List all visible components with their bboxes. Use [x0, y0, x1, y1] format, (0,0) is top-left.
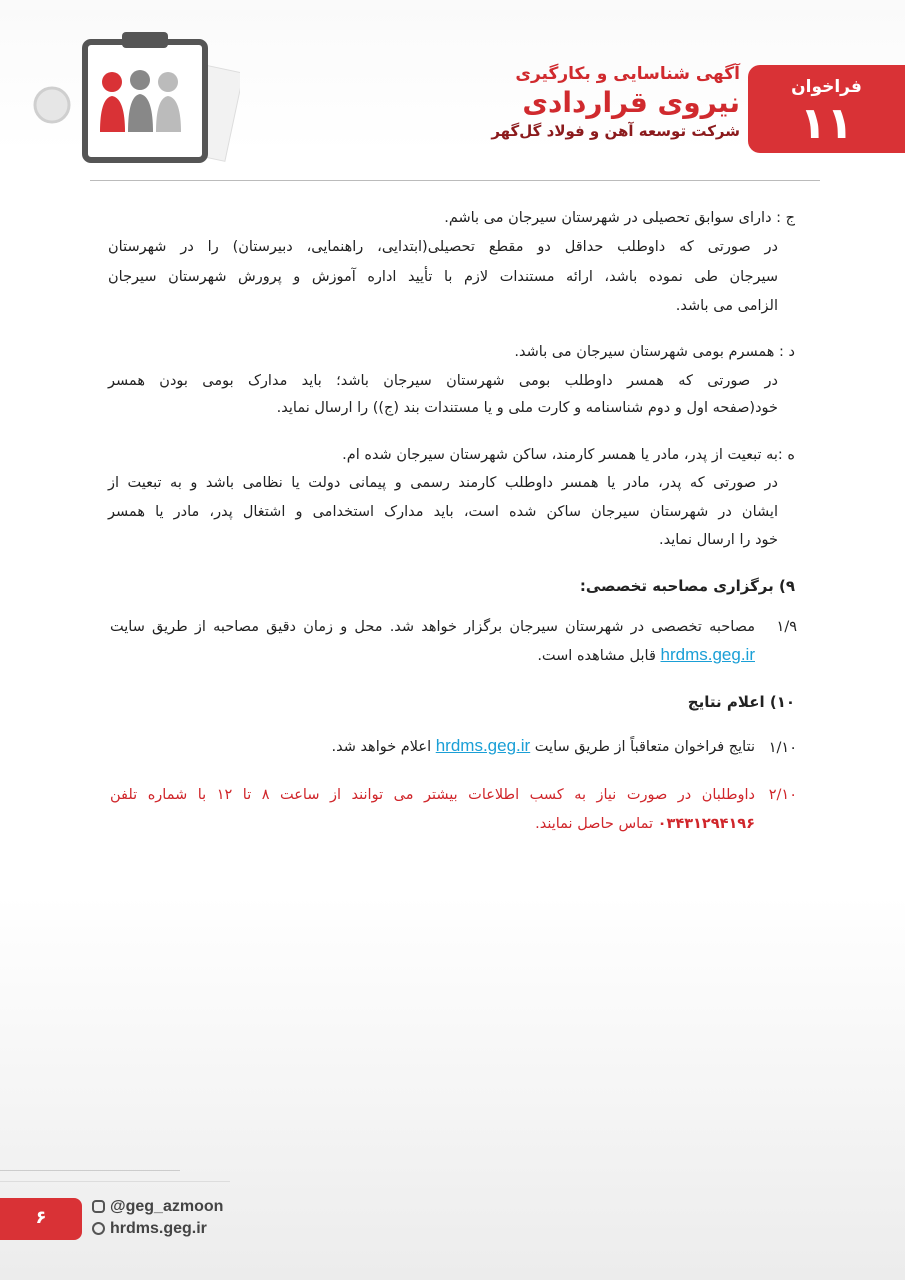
phone-number: ۰۳۴۳۱۲۹۴۱۹۶ [657, 816, 755, 832]
clause-j-line: الزامی می باشد. [675, 298, 778, 314]
call-label: فراخوان [791, 77, 862, 97]
item-9-1-line: مصاحبه تخصصی در شهرستان سیرجان برگزار خواهد شد. محل و زمان دقیق مصاحبه از طریق سایت [110, 619, 755, 635]
website-text: hrdms.geg.ir [110, 1220, 207, 1237]
instagram-text: @geg_azmoon [110, 1198, 224, 1215]
clause-h-line: خود را ارسال نماید. [659, 532, 778, 548]
page-number: ۶ [0, 1198, 82, 1240]
item-number: ۲/۱۰ [768, 787, 797, 803]
instagram-handle[interactable] [92, 1198, 223, 1216]
section-10-title: ۱۰) اعلام نتایج [687, 693, 795, 711]
company-name: شرکت توسعه آهن و فولاد گل‌گهر [491, 122, 740, 140]
item-9-1-text: قابل مشاهده است. [537, 648, 661, 664]
call-number: ۱۱ [799, 98, 854, 149]
item-10-2-line2 [535, 813, 755, 835]
clause-h-heading: ه :به تبعیت از پدر، مادر یا همسر کارمند، ساکن شهرستان سیرجان شده ام. [342, 447, 795, 463]
footer-divider [0, 1181, 230, 1182]
item-10-2-text: تماس حاصل نمایند. [535, 816, 658, 832]
clause-d-line: در صورتی که همسر داوطلب بومی شهرستان سیرجان باشد؛ باید مدارک بومی بودن همسر [108, 373, 778, 389]
title-line1: آگهی شناسایی و بکارگیری [515, 64, 740, 84]
clause-d-heading: د : همسرم بومی شهرستان سیرجان می باشد. [514, 344, 795, 360]
footer-website[interactable] [92, 1220, 207, 1238]
website-link[interactable]: hrdms.geg.ir [435, 736, 531, 755]
website-link[interactable]: hrdms.geg.ir [660, 645, 755, 664]
clause-d-line: خود(صفحه اول و دوم شناسنامه و کارت ملی و یا مستندات بند (ج)) را ارسال نماید. [276, 400, 778, 416]
globe-icon [92, 1222, 105, 1235]
instagram-icon [92, 1200, 105, 1213]
clause-h-line: در صورتی که پدر، مادر یا همسر داوطلب کارمند رسمی و پیمانی دولت یا نظامی باشد و به تبعیت از [108, 475, 778, 491]
header-divider [90, 180, 820, 181]
clause-h-line: ایشان در شهرستان سیرجان ساکن شده است، باید مدارک استخدامی و اشتغال پدر، مادر یا همسر [108, 504, 778, 520]
item-10-1-text: اعلام خواهد شد. [331, 739, 436, 755]
item-number: ۱/۹ [776, 619, 797, 635]
item-10-1 [331, 735, 755, 758]
call-number-badge [748, 65, 905, 153]
clause-j-heading: ج : دارای سوابق تحصیلی در شهرستان سیرجان می باشم. [444, 210, 795, 226]
item-number: ۱/۱۰ [768, 740, 797, 756]
item-10-1-text: نتایج فراخوان متعاقباً از طریق سایت [530, 739, 755, 755]
item-10-2-line: داوطلبان در صورت نیاز به کسب اطلاعات بیشتر می توانند از ساعت ۸ تا ۱۲ با شماره تلفن [110, 787, 756, 803]
header-illustration [30, 20, 240, 170]
clause-j-line: سیرجان طی نموده باشد، ارائه مستندات لازم با تأیید اداره آموزش و پرورش شهرستان سیرجان [108, 269, 778, 285]
section-9-title: ۹) برگزاری مصاحبه تخصصی: [579, 577, 795, 595]
footer-divider [0, 1170, 180, 1171]
clause-j-line: در صورتی که داوطلب حداقل دو مقطع تحصیلی(ابتدایی، راهنمایی، دبیرستان) را در شهرستان [108, 239, 778, 255]
header-title [491, 62, 740, 142]
item-9-1-line2 [537, 644, 755, 667]
title-line2: نیروی قراردادی [522, 86, 740, 119]
